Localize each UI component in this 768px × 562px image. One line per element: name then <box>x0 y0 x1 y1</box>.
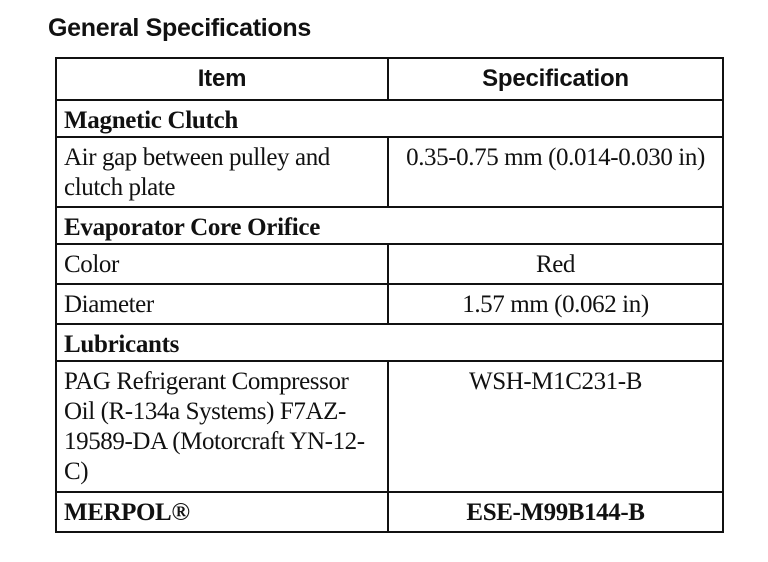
spec-cell: WSH-M1C231-B <box>388 361 723 492</box>
section-title: Magnetic Clutch <box>56 100 723 137</box>
table-row <box>56 244 723 284</box>
table-header-row <box>56 58 723 100</box>
section-row-evaporator-core-orifice <box>56 207 723 244</box>
item-cell: MERPOL® <box>56 492 388 532</box>
header-item: Item <box>56 58 388 100</box>
section-row-lubricants <box>56 324 723 361</box>
section-title: Lubricants <box>56 324 723 361</box>
item-cell: PAG Refrigerant Compressor Oil (R-134a Systems) F7AZ-19589-DA (Motorcraft YN-12-C) <box>56 361 388 492</box>
page-title: General Specifications <box>48 14 311 42</box>
header-specification: Specification <box>388 58 723 100</box>
table-row <box>56 284 723 324</box>
item-cell: Air gap between pulley and clutch plate <box>56 137 388 207</box>
table-row <box>56 361 723 492</box>
spec-cell: Red <box>388 244 723 284</box>
spec-cell: ESE-M99B144-B <box>388 492 723 532</box>
table-row <box>56 137 723 207</box>
spec-cell: 0.35-0.75 mm (0.014-0.030 in) <box>388 137 723 207</box>
spec-cell: 1.57 mm (0.062 in) <box>388 284 723 324</box>
item-cell: Diameter <box>56 284 388 324</box>
table-row <box>56 492 723 532</box>
item-cell: Color <box>56 244 388 284</box>
section-row-magnetic-clutch <box>56 100 723 137</box>
section-title: Evaporator Core Orifice <box>56 207 723 244</box>
specifications-table <box>55 57 724 533</box>
